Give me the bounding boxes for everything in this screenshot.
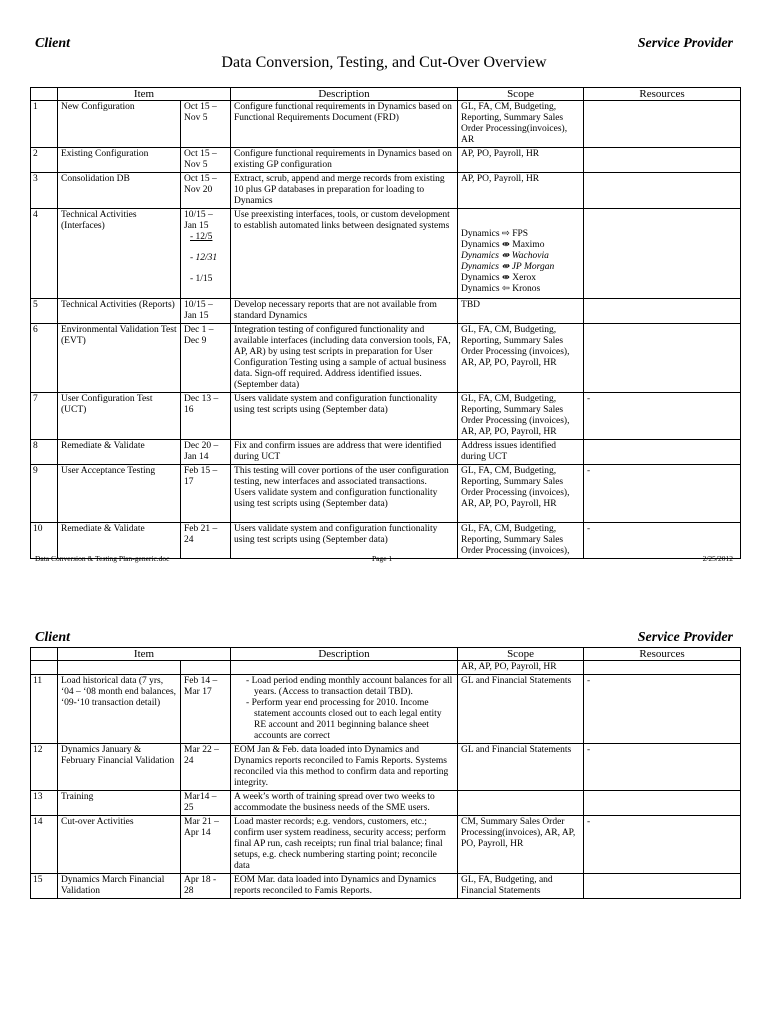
row-description: Extract, scrub, append and merge records from existing 10 plus GP databases in preparation for loading to Dynamics [231, 173, 458, 209]
row-number: 5 [31, 299, 58, 324]
row-resources: - [584, 465, 741, 523]
row-item: Technical Activities (Interfaces) [58, 209, 181, 299]
table-row [31, 209, 741, 299]
row-resources [584, 874, 741, 899]
table-row [31, 299, 741, 324]
row-resources [584, 101, 741, 148]
row-resources [584, 148, 741, 173]
row-item: Technical Activities (Reports) [58, 299, 181, 324]
service-provider-label: Service Provider [637, 36, 733, 51]
col-description-header: Description [231, 88, 458, 101]
row-resources [584, 209, 741, 299]
col-description-header: Description [231, 648, 458, 661]
row-subdate: - 12/31 [190, 253, 218, 263]
client-label-page2: Client [35, 630, 71, 645]
row-scope: GL, FA, CM, Budgeting, Reporting, Summary Sales Order Processing (invoices), AR, AP, PO, Payroll, HR [458, 393, 584, 440]
row-resources [584, 440, 741, 465]
row-scope: GL and Financial Statements [458, 744, 584, 791]
row-description: EOM Jan & Feb. data loaded into Dynamics and Dynamics reports reconciled to Famis Reports. Systems reconciled via this method to confirm data and reporting integrity. [231, 744, 458, 791]
table-row [31, 744, 741, 791]
row-date: Feb 15 – 17 [181, 465, 231, 523]
row-resources [584, 299, 741, 324]
row-number: 10 [31, 523, 58, 559]
row-date: Feb 21 – 24 [181, 523, 231, 559]
row-date: Dec 13 – 16 [181, 393, 231, 440]
row-date: Mar14 – 25 [181, 791, 231, 816]
row-scope: GL and Financial Statements [458, 675, 584, 744]
row-item: Remediate & Validate [58, 523, 181, 559]
footer-page: Page 1 [372, 554, 393, 563]
row-item: User Configuration Test (UCT) [58, 393, 181, 440]
row-scope [458, 209, 584, 299]
row-date: Dec 20 – Jan 14 [181, 440, 231, 465]
row-item: Training [58, 791, 181, 816]
row-description: Use preexisting interfaces, tools, or custom development to establish automated links between designated systems [231, 209, 458, 299]
row-description: Integration testing of configured functionality and available interfaces (including data conversion tools, FA, AP, AR) by using test scripts in preparation for User Configuration Testing using a sample of actual business data. Sign-off required. Address identified issues. (September data) [231, 324, 458, 393]
row-number: 13 [31, 791, 58, 816]
row-number: 3 [31, 173, 58, 209]
row-item: Cut-over Activities [58, 816, 181, 874]
row-number: 12 [31, 744, 58, 791]
row-description: Load master records; e.g. vendors, customers, etc.; confirm user system readiness, security access; perform final AP run, cash receipts; run final trial balance; final setups, e.g. check numbering starting point; reconcile data [231, 816, 458, 874]
table-row [31, 440, 741, 465]
table-row [31, 816, 741, 874]
table-row [31, 148, 741, 173]
row-item: Dynamics March Financial Validation [58, 874, 181, 899]
interface-line: Dynamics ⇼ Xerox [461, 273, 536, 283]
table-header-row [31, 648, 741, 661]
row-description: Fix and confirm issues are address that were identified during UCT [231, 440, 458, 465]
row-date: Mar 22 – 24 [181, 744, 231, 791]
col-scope-header: Scope [458, 648, 584, 661]
row-number: 6 [31, 324, 58, 393]
row-scope: GL, FA, CM, Budgeting, Reporting, Summary Sales Order Processing (invoices), AR, AP, PO, Payroll, HR [458, 324, 584, 393]
row-number: 7 [31, 393, 58, 440]
row-resources: - [584, 523, 741, 559]
row-number: 9 [31, 465, 58, 523]
row-date: Oct 15 – Nov 20 [181, 173, 231, 209]
footer-date: 2/25/2012 [702, 554, 733, 563]
row-resources [584, 173, 741, 209]
row-description: A week’s worth of training spread over two weeks to accommodate the business needs of the SME users. [231, 791, 458, 816]
table-row [31, 465, 741, 523]
row-scope: AP, PO, Payroll, HR [458, 148, 584, 173]
row-description: Configure functional requirements in Dynamics based on existing GP configuration [231, 148, 458, 173]
row-number: 15 [31, 874, 58, 899]
row-date: Oct 15 – Nov 5 [181, 101, 231, 148]
row-resources: - [584, 393, 741, 440]
row-subdate: - 12/5 [190, 232, 213, 242]
row-date: Oct 15 – Nov 5 [181, 148, 231, 173]
row-description: Develop necessary reports that are not available from standard Dynamics [231, 299, 458, 324]
row-scope: Address issues identified during UCT [458, 440, 584, 465]
table-row [31, 324, 741, 393]
row-description: This testing will cover portions of the user configuration testing, new interfaces and associated transactions. Users validate system and configuration functionality using test scripts using (September data) [231, 465, 458, 523]
table-row [31, 393, 741, 440]
interface-line: Dynamics ⇨ FPS [461, 229, 529, 239]
row-subdate: - 1/15 [190, 274, 213, 284]
overview-table [30, 87, 741, 559]
row-scope: AP, PO, Payroll, HR [458, 173, 584, 209]
row-scope: AR, AP, PO, Payroll, HR [458, 661, 584, 675]
row-scope: TBD [458, 299, 584, 324]
interface-line: Dynamics ⇼ JP Morgan [461, 262, 555, 272]
interface-line: Dynamics ⇼ Maximo [461, 240, 545, 250]
row-resources: - [584, 675, 741, 744]
row-number: 2 [31, 148, 58, 173]
document-title: Data Conversion, Testing, and Cut-Over Overview [221, 54, 547, 71]
row-scope [458, 791, 584, 816]
footer-filename: Data Conversion & Testing Plan-generic.doc [35, 554, 170, 563]
overview-table-continued [30, 647, 741, 899]
table-row [31, 675, 741, 744]
client-label: Client [35, 36, 71, 51]
row-description: Users validate system and configuration functionality using test scripts using (September data) [231, 523, 458, 559]
row-item: User Acceptance Testing [58, 465, 181, 523]
row-item: Load historical data (7 yrs, ‘04 – ‘08 month end balances, ‘09-‘10 transaction detail) [58, 675, 181, 744]
row-date: Mar 21 – Apr 14 [181, 816, 231, 874]
row-date-range: 10/15 – Jan 15 [184, 210, 213, 231]
row-scope: GL, FA, CM, Budgeting, Reporting, Summary Sales Order Processing (invoices), [458, 523, 584, 559]
row-description: Users validate system and configuration functionality using test scripts using (September data) [231, 393, 458, 440]
row-description: Configure functional requirements in Dynamics based on Functional Requirements Document (FRD) [231, 101, 458, 148]
row-item: Existing Configuration [58, 148, 181, 173]
row-number: 1 [31, 101, 58, 148]
row-scope: GL, FA, CM, Budgeting, Reporting, Summary Sales Order Processing (invoices), AR, AP, PO, Payroll, HR [458, 465, 584, 523]
col-item-header: Item [58, 88, 231, 101]
row-item: Dynamics January & February Financial Validation [58, 744, 181, 791]
row-scope: CM, Summary Sales Order Processing(invoices), AR, AP, PO, Payroll, HR [458, 816, 584, 874]
row-date: Dec 1 – Dec 9 [181, 324, 231, 393]
row-item: Environmental Validation Test (EVT) [58, 324, 181, 393]
row-number: 14 [31, 816, 58, 874]
row-resources: - [584, 816, 741, 874]
row-number: 8 [31, 440, 58, 465]
row-item: Consolidation DB [58, 173, 181, 209]
interface-line: Dynamics ⇼ Wachovia [461, 251, 549, 261]
row-resources [584, 324, 741, 393]
row-item: Remediate & Validate [58, 440, 181, 465]
table-row [31, 101, 741, 148]
table-row [31, 874, 741, 899]
row-item: New Configuration [58, 101, 181, 148]
bullet-item: - Load period ending monthly account balances for all years. (Access to transaction detail TBD). [246, 676, 453, 697]
row-scope: GL, FA, CM, Budgeting, Reporting, Summary Sales Order Processing(invoices), AR [458, 101, 584, 148]
col-resources-header: Resources [584, 648, 741, 661]
row-description: EOM Mar. data loaded into Dynamics and Dynamics reports reconciled to Famis Reports. [231, 874, 458, 899]
table-header-row [31, 88, 741, 101]
row-number: 11 [31, 675, 58, 744]
col-resources-header: Resources [584, 88, 741, 101]
row-resources: - [584, 744, 741, 791]
row-resources [584, 791, 741, 816]
table-row [31, 791, 741, 816]
row-description [231, 675, 458, 744]
row-date: Feb 14 – Mar 17 [181, 675, 231, 744]
col-item-header: Item [58, 648, 231, 661]
bullet-item: - Perform year end processing for 2010. Income statement accounts closed out to each legal entity RE account and 2011 beginning balance sheet accounts are correct [246, 698, 442, 741]
table-row-continued [31, 661, 741, 675]
table-row [31, 173, 741, 209]
service-provider-label-page2: Service Provider [637, 630, 733, 645]
row-date [181, 209, 231, 299]
row-date: Apr 18 - 28 [181, 874, 231, 899]
col-scope-header: Scope [458, 88, 584, 101]
row-number: 4 [31, 209, 58, 299]
row-scope: GL, FA, Budgeting, and Financial Statements [458, 874, 584, 899]
row-date: 10/15 – Jan 15 [181, 299, 231, 324]
interface-line: Dynamics ⇦ Kronos [461, 284, 541, 294]
